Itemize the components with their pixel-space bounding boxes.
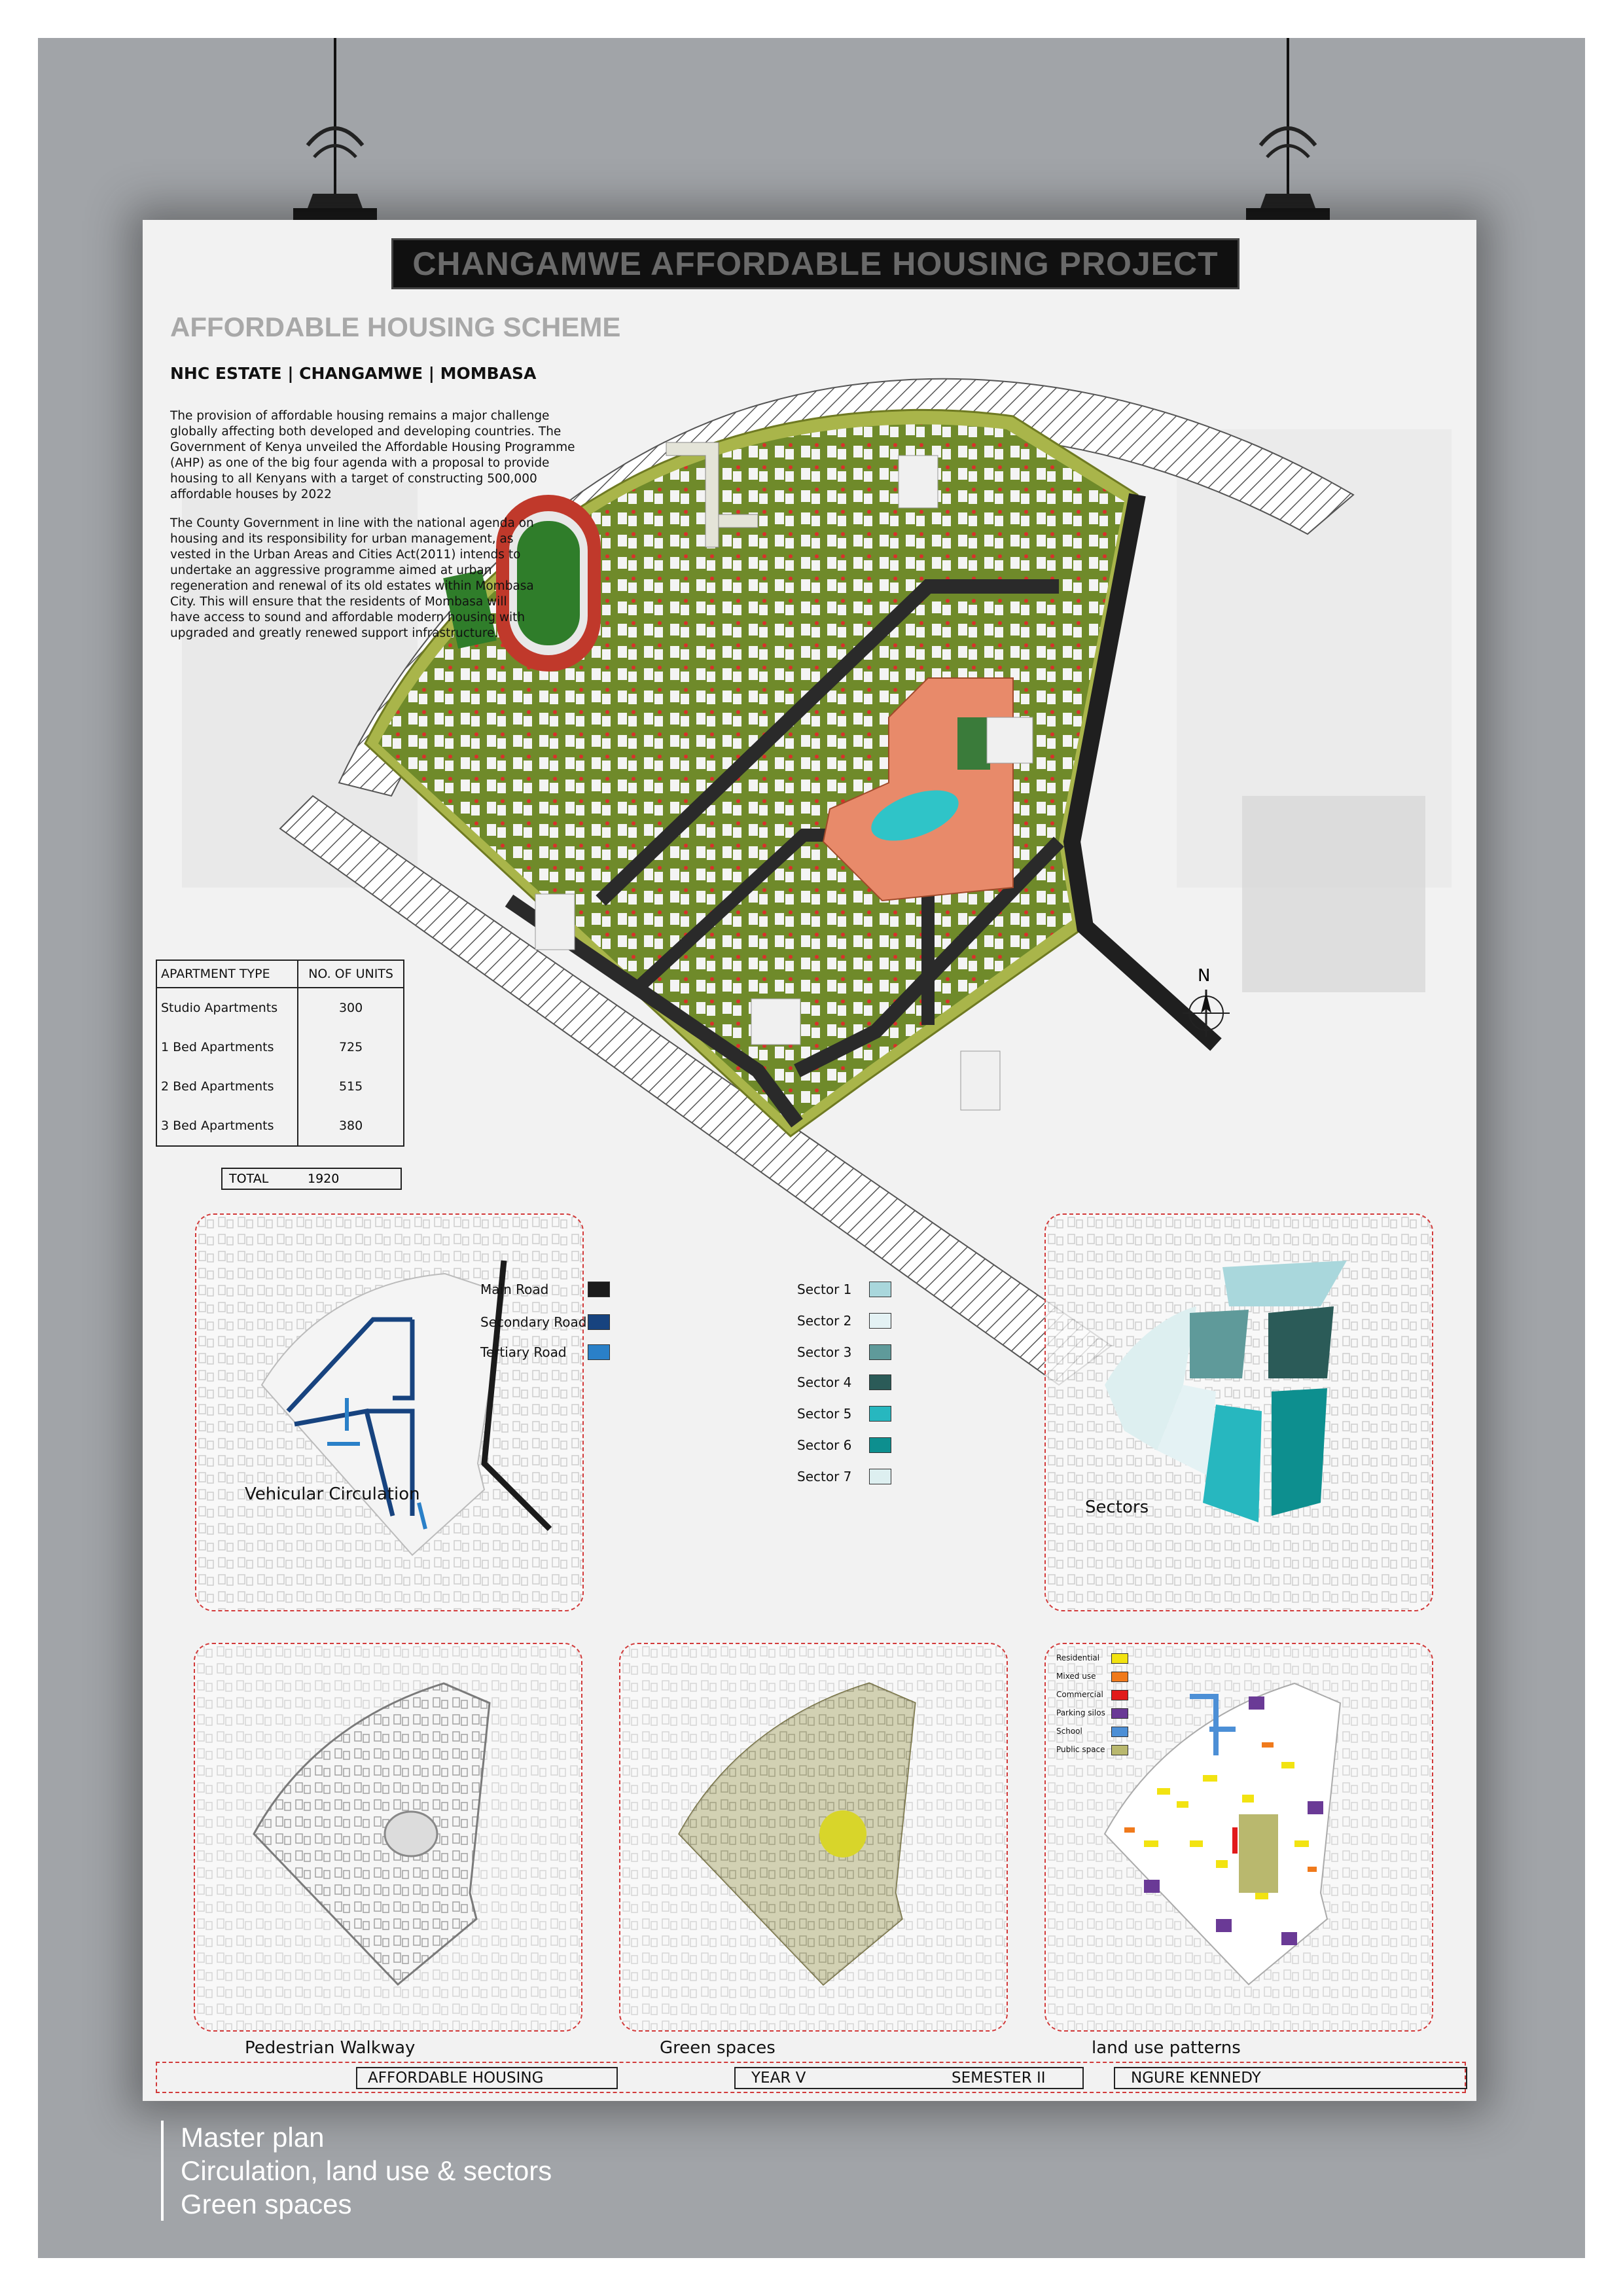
- landuse-legend-swatch: [1111, 1653, 1128, 1664]
- intro-paragraph: The provision of affordable housing remains a major challenge globally affecting both developed and developing countries. The Government of Kenya unveiled the Affordable Housing Programme (AHP) as one of the big four agenda with a proposal to provide housing to all Kenyans with a target of constructing 500,000 affordable houses by 2022: [170, 409, 575, 501]
- legend-tertiary-road-label: Tertiary Road: [480, 1344, 567, 1360]
- pedestrian-panel: [194, 1643, 582, 2032]
- vehicular-circulation-map: [196, 1215, 582, 1610]
- landuse-legend-label: Commercial: [1056, 1690, 1103, 1699]
- legend-tertiary-road-swatch: [588, 1344, 610, 1360]
- parking-silo: [987, 717, 1033, 763]
- caption-line: Master plan: [181, 2122, 325, 2153]
- table-row: [156, 988, 404, 1028]
- legend-sector-swatch: [869, 1313, 891, 1329]
- landuse-legend-swatch: [1111, 1708, 1128, 1719]
- green-spaces-panel: [619, 1643, 1008, 2032]
- legend-secondary-road-swatch: [588, 1314, 610, 1330]
- legend-sector-swatch: [869, 1437, 891, 1453]
- table-header: APARTMENT TYPE: [156, 960, 298, 988]
- table-header: NO. OF UNITS: [298, 960, 404, 988]
- apartment-table: [156, 960, 404, 1147]
- table-row: [156, 1067, 404, 1106]
- landuse-legend-swatch: [1111, 1690, 1128, 1700]
- vehicular-caption: Vehicular Circulation: [245, 1484, 420, 1504]
- legend-sector-label: Sector 3: [797, 1344, 852, 1360]
- green-spaces-caption: Green spaces: [660, 2038, 776, 2058]
- table-row: [156, 1028, 404, 1067]
- footer-year-semester: [734, 2067, 1084, 2089]
- parking-silo: [751, 999, 800, 1045]
- landuse-legend-label: Residential: [1056, 1653, 1100, 1662]
- landuse-legend-swatch: [1111, 1672, 1128, 1682]
- poster-title: CHANGAMWE AFFORDABLE HOUSING PROJECT: [391, 238, 1240, 289]
- landuse-legend-swatch: [1111, 1727, 1128, 1737]
- sectors-caption: Sectors: [1085, 1498, 1149, 1517]
- legend-main-road-swatch: [588, 1282, 610, 1297]
- north-label: N: [1198, 966, 1211, 986]
- apartment-type: 2 Bed Apartments: [156, 1067, 298, 1106]
- legend-sector-swatch: [869, 1374, 891, 1390]
- legend-main-road-label: Main Road: [480, 1282, 549, 1297]
- table-header-row: [156, 960, 404, 988]
- landuse-legend-label: Mixed use: [1056, 1672, 1096, 1681]
- apartment-type: 3 Bed Apartments: [156, 1106, 298, 1146]
- parking-silo: [961, 1051, 1000, 1110]
- sectors-map: [1046, 1215, 1432, 1610]
- apartment-type: 1 Bed Apartments: [156, 1028, 298, 1067]
- park-court: [957, 717, 990, 770]
- landuse-legend-swatch: [1111, 1745, 1128, 1755]
- total-label: TOTAL: [229, 1172, 269, 1186]
- table-row: [156, 1106, 404, 1146]
- unit-count: 515: [338, 1079, 363, 1094]
- legend-sector-label: Sector 4: [797, 1374, 852, 1390]
- footer-semester: SEMESTER II: [952, 2070, 1046, 2087]
- scheme-title: AFFORDABLE HOUSING SCHEME: [170, 312, 621, 342]
- total-value: 1920: [308, 1172, 340, 1186]
- legend-sector-label: Sector 7: [797, 1469, 852, 1484]
- caption-line: Circulation, land use & sectors: [181, 2155, 552, 2186]
- legend-sector-label: Sector 6: [797, 1437, 852, 1453]
- legend-sector-swatch: [869, 1344, 891, 1360]
- landuse-caption: land use patterns: [1092, 2038, 1241, 2058]
- unit-count: 725: [338, 1040, 363, 1054]
- landuse-legend-label: Public space: [1056, 1745, 1105, 1754]
- vehicular-circulation-panel: [195, 1213, 587, 1611]
- legend-sector-label: Sector 1: [797, 1282, 852, 1297]
- legend-secondary-road-label: Secondary Road: [480, 1314, 587, 1330]
- county-paragraph: The County Government in line with the national agenda on housing and its responsibility for urban management, as vested in the Urban Areas and Cities Act(2011) intends to undertake an aggressive programme aimed at urban regeneration and renewal of its old estates within Mombasa City. This will ensure that the residents of Mombasa will have access to sound and affordable modern housing with upgraded and greatly renewed support infrastructure.: [170, 516, 534, 640]
- sectors-panel: [1044, 1213, 1433, 1611]
- legend-sector-swatch: [869, 1406, 891, 1422]
- total-box: [221, 1168, 402, 1190]
- green-spaces-map: [620, 1644, 1007, 2030]
- unit-count: 300: [338, 1001, 363, 1015]
- footer-author: NGURE KENNEDY: [1114, 2067, 1467, 2089]
- apartment-type: Studio Apartments: [156, 988, 298, 1028]
- poster-sheet: [143, 220, 1476, 2101]
- caption-line: Green spaces: [181, 2189, 352, 2219]
- landuse-legend-label: School: [1056, 1727, 1082, 1736]
- pedestrian-caption: Pedestrian Walkway: [245, 2038, 416, 2058]
- unit-count: 380: [338, 1119, 363, 1133]
- parking-silo: [535, 894, 575, 950]
- legend-sector-swatch: [869, 1469, 891, 1484]
- footer-course: AFFORDABLE HOUSING: [356, 2067, 618, 2089]
- landuse-map: [1046, 1644, 1432, 2030]
- page-caption: [161, 2121, 552, 2221]
- legend-sector-label: Sector 5: [797, 1406, 852, 1422]
- landuse-panel: [1044, 1643, 1433, 2032]
- legend-sector-swatch: [869, 1282, 891, 1297]
- footer-year: YEAR V: [751, 2070, 806, 2087]
- location-subtitle: NHC ESTATE | CHANGAMWE | MOMBASA: [170, 364, 537, 383]
- legend-sector-label: Sector 2: [797, 1313, 852, 1329]
- pedestrian-map: [195, 1644, 581, 2030]
- parking-silo: [899, 456, 938, 508]
- landuse-legend-label: Parking silos: [1056, 1708, 1105, 1717]
